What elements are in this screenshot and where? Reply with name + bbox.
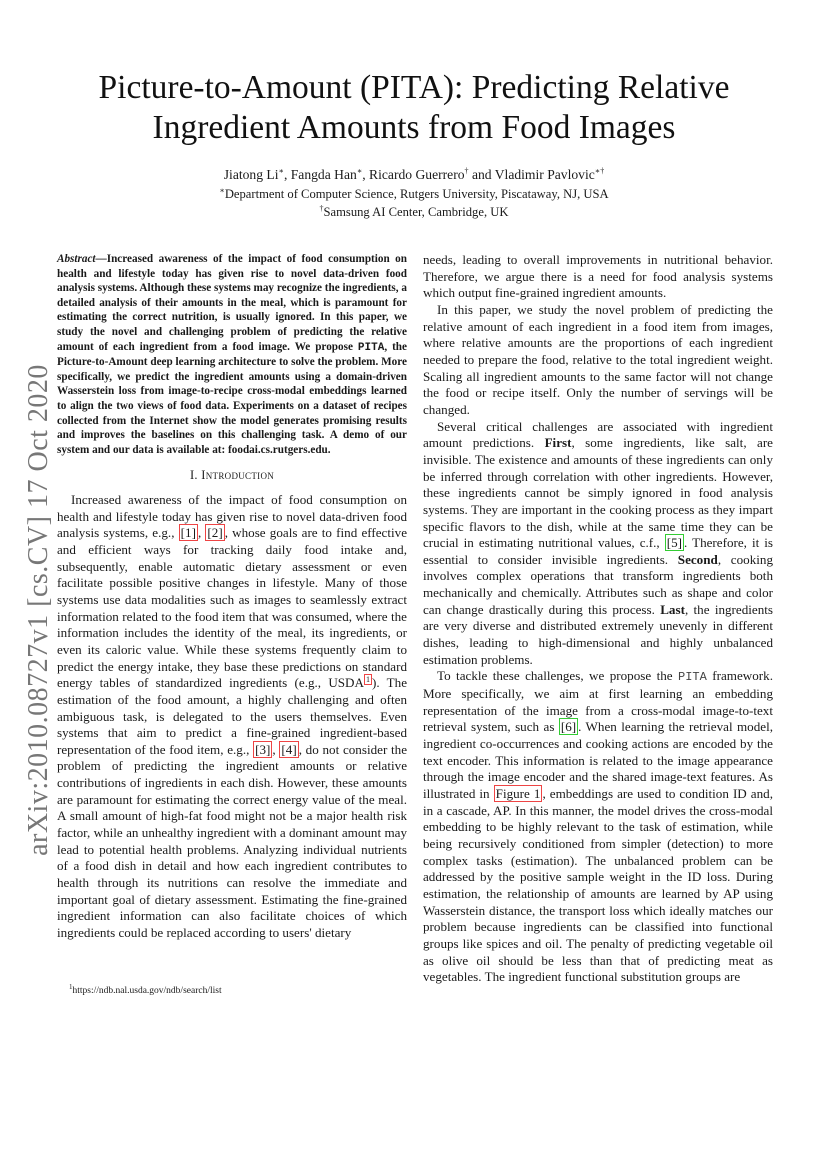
framework-text-2: framework. More specifically, we aim at first learning an embedding representation of the image from a cross-modal image-to-text retrieval system, such as bbox=[423, 668, 773, 735]
citation-4-link[interactable]: [4] bbox=[281, 741, 297, 757]
affiliation-samsung-text: Samsung AI Center, Cambridge, UK bbox=[323, 205, 509, 219]
section-number: I. bbox=[189, 468, 198, 483]
arxiv-identifier-stamp bbox=[25, 365, 53, 855]
author-list: Jiatong Li∗, Fangda Han∗, Ricardo Guerrero† and Vladimir Pavlovic∗† bbox=[223, 166, 605, 182]
second-label: Second bbox=[677, 551, 718, 567]
intro-text-2: , bbox=[197, 525, 206, 541]
right-column bbox=[423, 252, 773, 986]
framework-text-1: To tackle these challenges, we propose the bbox=[437, 668, 679, 684]
framework-pita: PITA bbox=[678, 670, 707, 685]
last-label: Last bbox=[660, 601, 685, 617]
first-label: First bbox=[544, 435, 572, 451]
footnote bbox=[69, 982, 222, 997]
arxiv-identifier-text: arXiv:2010.08727v1 [cs.CV] 17 Oct 2020 bbox=[23, 364, 54, 856]
figure-1-link[interactable]: Figure 1 bbox=[495, 786, 541, 801]
intro-text-6: , do not consider the problem of predicting the ingredient amounts or relative contributions of ingredients in each dish. However, these amounts are paramount for estimating the correct energy value of the meal. A small amount of high-fat food might not be a major health risk factor, while an unhealthy ingredient with a dominant amount may lead to potential health problems. Analyzing individual nutrients of a food dish in detail and how each ingredient contributes to health through its nutritions can resolve the immediate and important goal of dietary assessment. Estimating the fine-grained ingredient information can also facilitate choices of which ingredients could be replaced according to users' dietary bbox=[57, 741, 408, 941]
challenges-text-1: Several critical challenges are associated with ingredient amount predictions. bbox=[423, 418, 773, 451]
abstract-text-2: , the Picture-to-Amount deep learning architecture to solve the problem. More specifically, we predict the ingredient amounts using a domain-driven Wasserstein loss from image-to-recipe cross-modal embeddings learned to align the two views of food data. Experiments on a dataset of recipes collected from the Internet show the model generates promising results and improves the baselines on this challenging task. A demo of our system and our data is available at: foodai.cs.rutgers.edu. bbox=[57, 340, 407, 456]
intro-paragraph bbox=[57, 492, 407, 942]
affiliation-samsung: †Samsung AI Center, Cambridge, UK bbox=[319, 203, 509, 219]
title-line-1: Picture-to-Amount (PITA): Predicting Relative bbox=[98, 69, 730, 106]
left-column bbox=[57, 252, 407, 942]
author-4: Vladimir Pavlovic bbox=[494, 167, 595, 182]
affiliation-rutgers-text: Department of Computer Science, Rutgers University, Piscataway, NJ, USA bbox=[224, 187, 609, 201]
title-line-2: Ingredient Amounts from Food Images bbox=[152, 109, 676, 146]
intro-text-5: , bbox=[272, 741, 280, 757]
right-paragraph-4 bbox=[423, 668, 773, 985]
abstract-label: Abstract bbox=[57, 253, 96, 265]
intro-text-3: , whose goals are to find effective and efficient ways for tracking daily food intake and, subsequently, enable automatic dietary assessment or even facilitate possible positive changes in lifestyle. Many of those systems use data modalities such as images to seamlessly extract information related to the food item that was consumed, where the information includes the identity of the meal, its ingredients, or even its caloric value. While these systems frequently claim to predict the energy intake, they base these predictions on standard energy tables of standardized ingredients (e.g., USDA bbox=[57, 525, 408, 691]
citation-1-link[interactable]: [1] bbox=[180, 525, 196, 541]
challenges-text-3: . Therefore, it is essential to consider invisible ingredients. bbox=[423, 535, 773, 567]
intro-text-4: ). The estimation of the food amount, a highly challenging and often ambiguous task, is delegated to the users themselves. Even systems that aim to predict a fine-grained ingredient-based representation of the food item, e.g., bbox=[57, 675, 408, 757]
citation-5-link[interactable]: [5] bbox=[666, 535, 683, 551]
citation-6-link[interactable]: [6] bbox=[560, 719, 577, 735]
abstract bbox=[57, 252, 407, 457]
right-paragraph-1: needs, leading to overall improvements in nutritional behavior. Therefore, we argue there is a need for food analysis systems which output fine-grained ingredient amounts. bbox=[423, 252, 773, 301]
right-paragraph-3 bbox=[423, 419, 773, 669]
citation-2-link[interactable]: [2] bbox=[207, 525, 223, 541]
citation-3-link[interactable]: [3] bbox=[255, 741, 271, 757]
intro-text-1: Increased awareness of the impact of food consumption on health and lifestyle today has given rise to novel data-driven food analysis systems, e.g., bbox=[57, 491, 407, 541]
author-1: Jiatong Li bbox=[223, 167, 279, 182]
author-3: Ricardo Guerrero bbox=[369, 167, 465, 182]
abstract-text-1: —Increased awareness of the impact of food consumption on health and lifestyle today has given rise to novel data-driven food analysis systems. Although these systems may recognize the ingredients, a detailed analysis of their amounts in the meal, which is paramount for estimating the correct nutrition, is usually ignored. In this paper, we study the novel and challenging problem of predicting the relative amount of each ingredient from a food image. We propose bbox=[57, 253, 407, 353]
framework-text-4: , embeddings are used to condition ID and, in a cascade, AP. In this manner, the model drives the cross-modal embedding to be highly relevant to the task of estimation, while being recursively conditioned from simpler (detection) to more complex tasks (estimation). The unbalanced problem can be addressed by the positive sample weight in the ID loss. During estimation, the relationship of amounts are learned by AP using Wasserstein distance, the transport loss which ideally matches our problem because ingredients can be classified into functional groups like spices and oil. The penalty of predicting vegetable oil as olive oil should be less than that of predicting meat as vegetables. The ingredient functional substitution groups are bbox=[423, 786, 773, 985]
author-2: Fangda Han bbox=[290, 167, 357, 182]
challenges-text-5: , the ingredients are very diverse and distributed extremely unevenly in different dishes, leading to high-dimensional and highly unbalanced estimation problems. bbox=[423, 601, 773, 667]
challenges-text-2: , some ingredients, like salt, are invisible. The existence and amounts of these ingredients can only be inferred through correlation with other ingredients. However, these ingredients cannot be simply ignored in food analysis systems. They are important in the cooking process as they impart specific flavors to the dish, while at the same time they can be crucial in estimating nutritional values, c.f., bbox=[423, 435, 773, 551]
footnote-url[interactable]: https://ndb.nal.usda.gov/ndb/search/list bbox=[72, 986, 222, 996]
section-title: Introduction bbox=[201, 468, 275, 483]
abstract-pita: PITA bbox=[357, 341, 385, 354]
paper-title bbox=[60, 68, 768, 148]
challenges-text-4: , cooking involves complex operations that transform ingredients both mechanically and chemically. Attributes such as shape and color can change drastically during this process. bbox=[423, 551, 773, 617]
right-paragraph-2: In this paper, we study the novel problem of predicting the relative amount of each ingredient in a food item from images, where relative amounts are the proportions of each ingredient needed to prepare the food, relative to the total ingredient weight. Scaling all ingredient amounts to the same factor will not change the food or recipe itself. Only the number of servings will be changed. bbox=[423, 301, 773, 417]
framework-text-3: . When learning the retrieval model, ingredient co-occurrences and cooking actions are encoded by the text encoder. This information is related to the image appearance through the image encoder and the shared image-text features. As illustrated in bbox=[423, 719, 773, 801]
section-heading-introduction bbox=[57, 467, 407, 484]
affiliation-rutgers: ∗Department of Computer Science, Rutgers University, Piscataway, NJ, USA bbox=[219, 185, 609, 201]
footnote-1-link[interactable]: 1 bbox=[365, 674, 370, 684]
footnote-number: 1 bbox=[69, 982, 73, 991]
